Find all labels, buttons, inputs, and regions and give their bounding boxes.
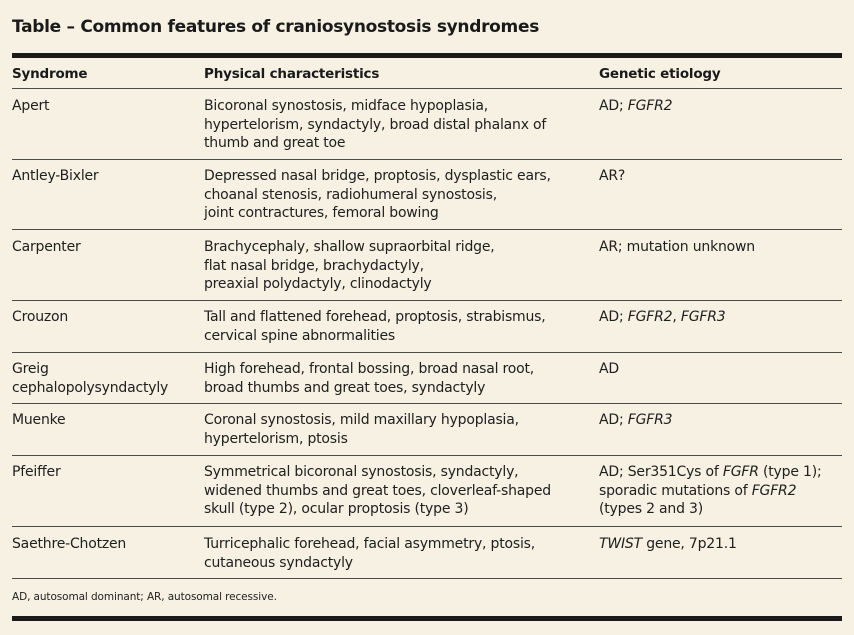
row-divider (12, 455, 842, 456)
etiology-text: AD; Ser351Cys of (599, 464, 723, 480)
gene-name: FGFR2 (627, 98, 673, 114)
etiology-text: AR; mutation unknown (599, 239, 755, 255)
genetic-cell (599, 97, 842, 116)
genetic-cell (599, 411, 842, 430)
header-rule (12, 88, 842, 89)
physical-cell: Coronal synostosis, mild maxillary hypoplasia, hypertelorism, ptosis (204, 412, 519, 447)
syndrome-cell: Muenke (12, 412, 66, 428)
row-divider (12, 229, 842, 230)
header-physical: Physical characteristics (204, 66, 380, 82)
row-divider (12, 159, 842, 160)
gene-name: FGFR2 (627, 309, 673, 325)
physical-cell: Bicoronal synostosis, midface hypoplasia, hypertelorism, syndactyly, broad distal phalanx of thumb and great toe (204, 98, 547, 151)
genetic-cell (599, 463, 842, 519)
syndrome-cell: Crouzon (12, 309, 69, 325)
genetic-cell (599, 535, 842, 554)
physical-cell: Symmetrical bicoronal synostosis, syndactyly, widened thumbs and great toes, cloverleaf-shaped skull (type 2), ocular proptosis (type 3) (204, 464, 551, 517)
etiology-text: AD; (599, 412, 628, 428)
gene-name: FGFR3 (680, 309, 726, 325)
gene-name: TWIST (599, 536, 642, 552)
genetic-cell (599, 360, 842, 379)
syndrome-cell: Greig cephalopolysyndactyly (12, 361, 169, 396)
row-divider (12, 526, 842, 527)
footnote: AD, autosomal dominant; AR, autosomal recessive. (12, 591, 277, 603)
row-divider (12, 300, 842, 301)
syndrome-cell: Antley-Bixler (12, 168, 99, 184)
header-genetic: Genetic etiology (599, 66, 721, 82)
etiology-text: , (672, 309, 681, 325)
syndrome-cell: Carpenter (12, 239, 81, 255)
header-syndrome: Syndrome (12, 66, 88, 82)
physical-cell: High forehead, frontal bossing, broad nasal root, broad thumbs and great toes, syndactyly (204, 361, 535, 396)
genetic-cell (599, 308, 842, 327)
etiology-text: gene, 7p21.1 (641, 536, 737, 552)
genetic-cell (599, 238, 842, 257)
row-divider (12, 403, 842, 404)
etiology-text: AR? (599, 168, 626, 184)
syndrome-cell: Saethre-Chotzen (12, 536, 127, 552)
etiology-text: (types 2 and 3) (599, 501, 703, 517)
gene-name: FGFR (722, 464, 759, 480)
etiology-text: AD; (599, 309, 628, 325)
physical-cell: Brachycephaly, shallow supraorbital ridge, flat nasal bridge, brachydactyly, preaxial polydactyly, clinodactyly (204, 239, 495, 292)
row-divider (12, 578, 842, 579)
top-rule (12, 53, 842, 58)
row-divider (12, 352, 842, 353)
etiology-text: AD; (599, 98, 628, 114)
etiology-text: AD (599, 361, 619, 377)
table-title: Table – Common features of craniosynostosis syndromes (12, 17, 540, 37)
physical-cell: Turricephalic forehead, facial asymmetry, ptosis, cutaneous syndactyly (204, 536, 535, 571)
etiology-text: (type 1); sporadic mutations of (599, 464, 822, 499)
syndrome-cell: Apert (12, 98, 50, 114)
bottom-rule (12, 616, 842, 621)
genetic-cell (599, 167, 842, 186)
gene-name: FGFR3 (627, 412, 673, 428)
physical-cell: Tall and flattened forehead, proptosis, strabismus, cervical spine abnormalities (204, 309, 546, 344)
syndrome-cell: Pfeiffer (12, 464, 61, 480)
physical-cell: Depressed nasal bridge, proptosis, dysplastic ears, choanal stenosis, radiohumeral synostosis, joint contractures, femoral bowing (204, 168, 551, 221)
gene-name: FGFR2 (751, 482, 797, 499)
